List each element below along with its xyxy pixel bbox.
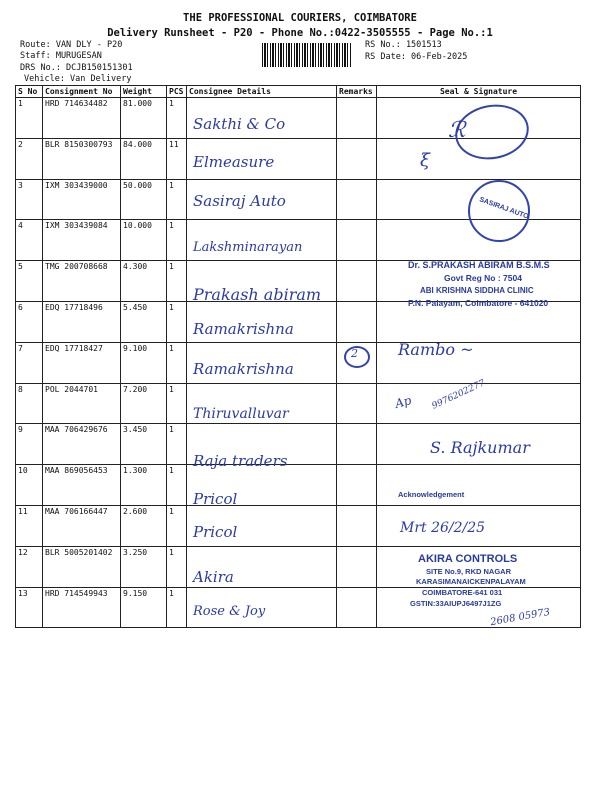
consignee-handwriting: Sakthi & Co <box>193 115 286 133</box>
sno-cell: 1 <box>16 98 43 139</box>
sno-cell: 13 <box>16 587 43 628</box>
drs-number: DRS No.: DCJB150151301 <box>20 63 133 73</box>
rs-number: RS No.: 1501513 <box>365 40 442 50</box>
pcs-cell: 1 <box>167 465 187 506</box>
consignee-handwriting: Pricol <box>193 523 238 541</box>
signature-mark-2: ξ <box>420 150 430 171</box>
acknowledgement-stamp: Acknowledgement <box>398 490 465 499</box>
col-consignee: Consignee Details <box>187 86 337 98</box>
consignment-cell: TMG 200708668 <box>43 261 121 302</box>
col-consignment: Consignment No <box>43 86 121 98</box>
sno-cell: 4 <box>16 220 43 261</box>
vehicle-label: Vehicle: Van Delivery <box>24 74 132 84</box>
weight-cell: 1.300 <box>121 465 167 506</box>
consignee-handwriting: Thiruvalluvar <box>193 406 289 422</box>
consignment-cell: MAA 869056453 <box>43 465 121 506</box>
consignment-cell: HRD 714549943 <box>43 587 121 628</box>
table-row <box>16 342 581 383</box>
consignment-cell: BLR 8150300793 <box>43 138 121 179</box>
remarks-cell <box>337 505 377 546</box>
weight-cell: 9.150 <box>121 587 167 628</box>
auto-stamp: SASIRAJ AUTO <box>478 196 530 221</box>
weight-cell: 9.100 <box>121 342 167 383</box>
weight-cell: 2.600 <box>121 505 167 546</box>
remarks-cell <box>337 98 377 139</box>
pcs-cell: 1 <box>167 546 187 587</box>
sno-cell: 12 <box>16 546 43 587</box>
consignment-cell: IXM 303439000 <box>43 179 121 220</box>
runsheet-table <box>15 85 581 628</box>
pcs-cell: 1 <box>167 505 187 546</box>
weight-cell: 4.300 <box>121 261 167 302</box>
col-remarks: Remarks <box>337 86 377 98</box>
seal-cell <box>377 465 581 506</box>
table-row <box>16 505 581 546</box>
weight-cell: 50.000 <box>121 179 167 220</box>
remarks-cell <box>337 546 377 587</box>
weight-cell: 3.450 <box>121 424 167 465</box>
akira-gstin: GSTIN:33AIUPJ6497J1ZG <box>410 599 502 608</box>
signature-mark-1: ℛ <box>448 118 466 143</box>
consignee-handwriting: Prakash abiram <box>193 285 322 304</box>
remarks-cell <box>337 220 377 261</box>
consignment-cell: BLR 5005201402 <box>43 546 121 587</box>
signature-row11: Mrt 26/2/25 <box>400 520 486 536</box>
pcs-cell: 1 <box>167 261 187 302</box>
weight-cell: 7.200 <box>121 383 167 424</box>
remarks-cell <box>337 383 377 424</box>
consignment-cell: MAA 706429676 <box>43 424 121 465</box>
signature-row8: Ap <box>393 393 413 411</box>
sno-cell: 2 <box>16 138 43 179</box>
consignment-cell: MAA 706166447 <box>43 505 121 546</box>
weight-cell: 5.450 <box>121 301 167 342</box>
consignee-handwriting: Akira <box>193 568 234 586</box>
col-weight: Weight <box>121 86 167 98</box>
consignee-handwriting: Ramakrishna <box>193 320 294 338</box>
remarks-cell <box>337 301 377 342</box>
consignment-cell: EDQ 17718496 <box>43 301 121 342</box>
sno-cell: 9 <box>16 424 43 465</box>
consignee-handwriting: Lakshminarayan <box>193 240 303 255</box>
weight-cell: 3.250 <box>121 546 167 587</box>
sno-cell: 11 <box>16 505 43 546</box>
akira-line3: COIMBATORE-641 031 <box>422 588 503 597</box>
consignee-handwriting: Sasiraj Auto <box>193 192 286 210</box>
pcs-cell: 1 <box>167 220 187 261</box>
pcs-cell: 1 <box>167 587 187 628</box>
weight-cell: 84.000 <box>121 138 167 179</box>
sno-cell: 5 <box>16 261 43 302</box>
route-label: Route: VAN DLY - P20 <box>20 40 123 50</box>
phone-note-2: 2608 05973 <box>489 606 551 629</box>
consignee-handwriting: Ramakrishna <box>193 360 294 378</box>
clinic-name: ABI KRISHNA SIDDHA CLINIC <box>420 286 534 295</box>
remarks-cell <box>337 424 377 465</box>
consignee-handwriting: Pricol <box>193 490 238 508</box>
company-title: THE PROFESSIONAL COURIERS, COIMBATORE <box>183 12 417 24</box>
signature-row7: Rambo ~ <box>398 340 474 359</box>
sno-cell: 8 <box>16 383 43 424</box>
remarks-cell <box>337 261 377 302</box>
remarks-cell <box>337 465 377 506</box>
table-header-row <box>16 86 581 98</box>
remarks-cell <box>337 138 377 179</box>
table-row <box>16 383 581 424</box>
remarks-cell <box>337 587 377 628</box>
remark-value: 2 <box>351 347 358 360</box>
consignment-cell: EDQ 17718427 <box>43 342 121 383</box>
weight-cell: 10.000 <box>121 220 167 261</box>
consignee-handwriting: Raja traders <box>193 452 288 470</box>
table-row <box>16 465 581 506</box>
signature-row9: S. Rajkumar <box>430 438 530 457</box>
doctor-reg: Govt Reg No : 7504 <box>444 273 522 283</box>
pcs-cell: 1 <box>167 98 187 139</box>
barcode <box>262 43 352 67</box>
phone-note: 9976202277 <box>430 378 487 412</box>
akira-line2: KARASIMANAICKENPALAYAM <box>416 577 526 586</box>
clinic-address: P.N. Palayam, Coimbatore - 641020 <box>408 298 549 308</box>
pcs-cell: 1 <box>167 301 187 342</box>
staff-label: Staff: MURUGESAN <box>20 51 102 61</box>
pcs-cell: 1 <box>167 342 187 383</box>
col-seal: Seal & Signature <box>377 86 581 98</box>
doctor-name: Dr. S.PRAKASH ABIRAM B.S.M.S <box>408 260 550 270</box>
consignee-handwriting: Elmeasure <box>193 153 275 171</box>
col-pcs: PCS <box>167 86 187 98</box>
akira-line1: SITE No.9, RKD NAGAR <box>426 567 512 576</box>
weight-cell: 81.000 <box>121 98 167 139</box>
consignment-cell: POL 2044701 <box>43 383 121 424</box>
remarks-cell <box>337 179 377 220</box>
sno-cell: 7 <box>16 342 43 383</box>
consignment-cell: IXM 303439084 <box>43 220 121 261</box>
sno-cell: 3 <box>16 179 43 220</box>
pcs-cell: 1 <box>167 383 187 424</box>
consignment-cell: HRD 714634482 <box>43 98 121 139</box>
pcs-cell: 1 <box>167 179 187 220</box>
pcs-cell: 11 <box>167 138 187 179</box>
sno-cell: 6 <box>16 301 43 342</box>
col-sno: S No <box>16 86 43 98</box>
runsheet-title: Delivery Runsheet - P20 - Phone No.:0422-3505555 - Page No.:1 <box>107 27 493 39</box>
consignee-handwriting: Rose & Joy <box>193 604 266 619</box>
rs-date: RS Date: 06-Feb-2025 <box>365 52 468 62</box>
akira-name: AKIRA CONTROLS <box>418 553 518 565</box>
pcs-cell: 1 <box>167 424 187 465</box>
sno-cell: 10 <box>16 465 43 506</box>
